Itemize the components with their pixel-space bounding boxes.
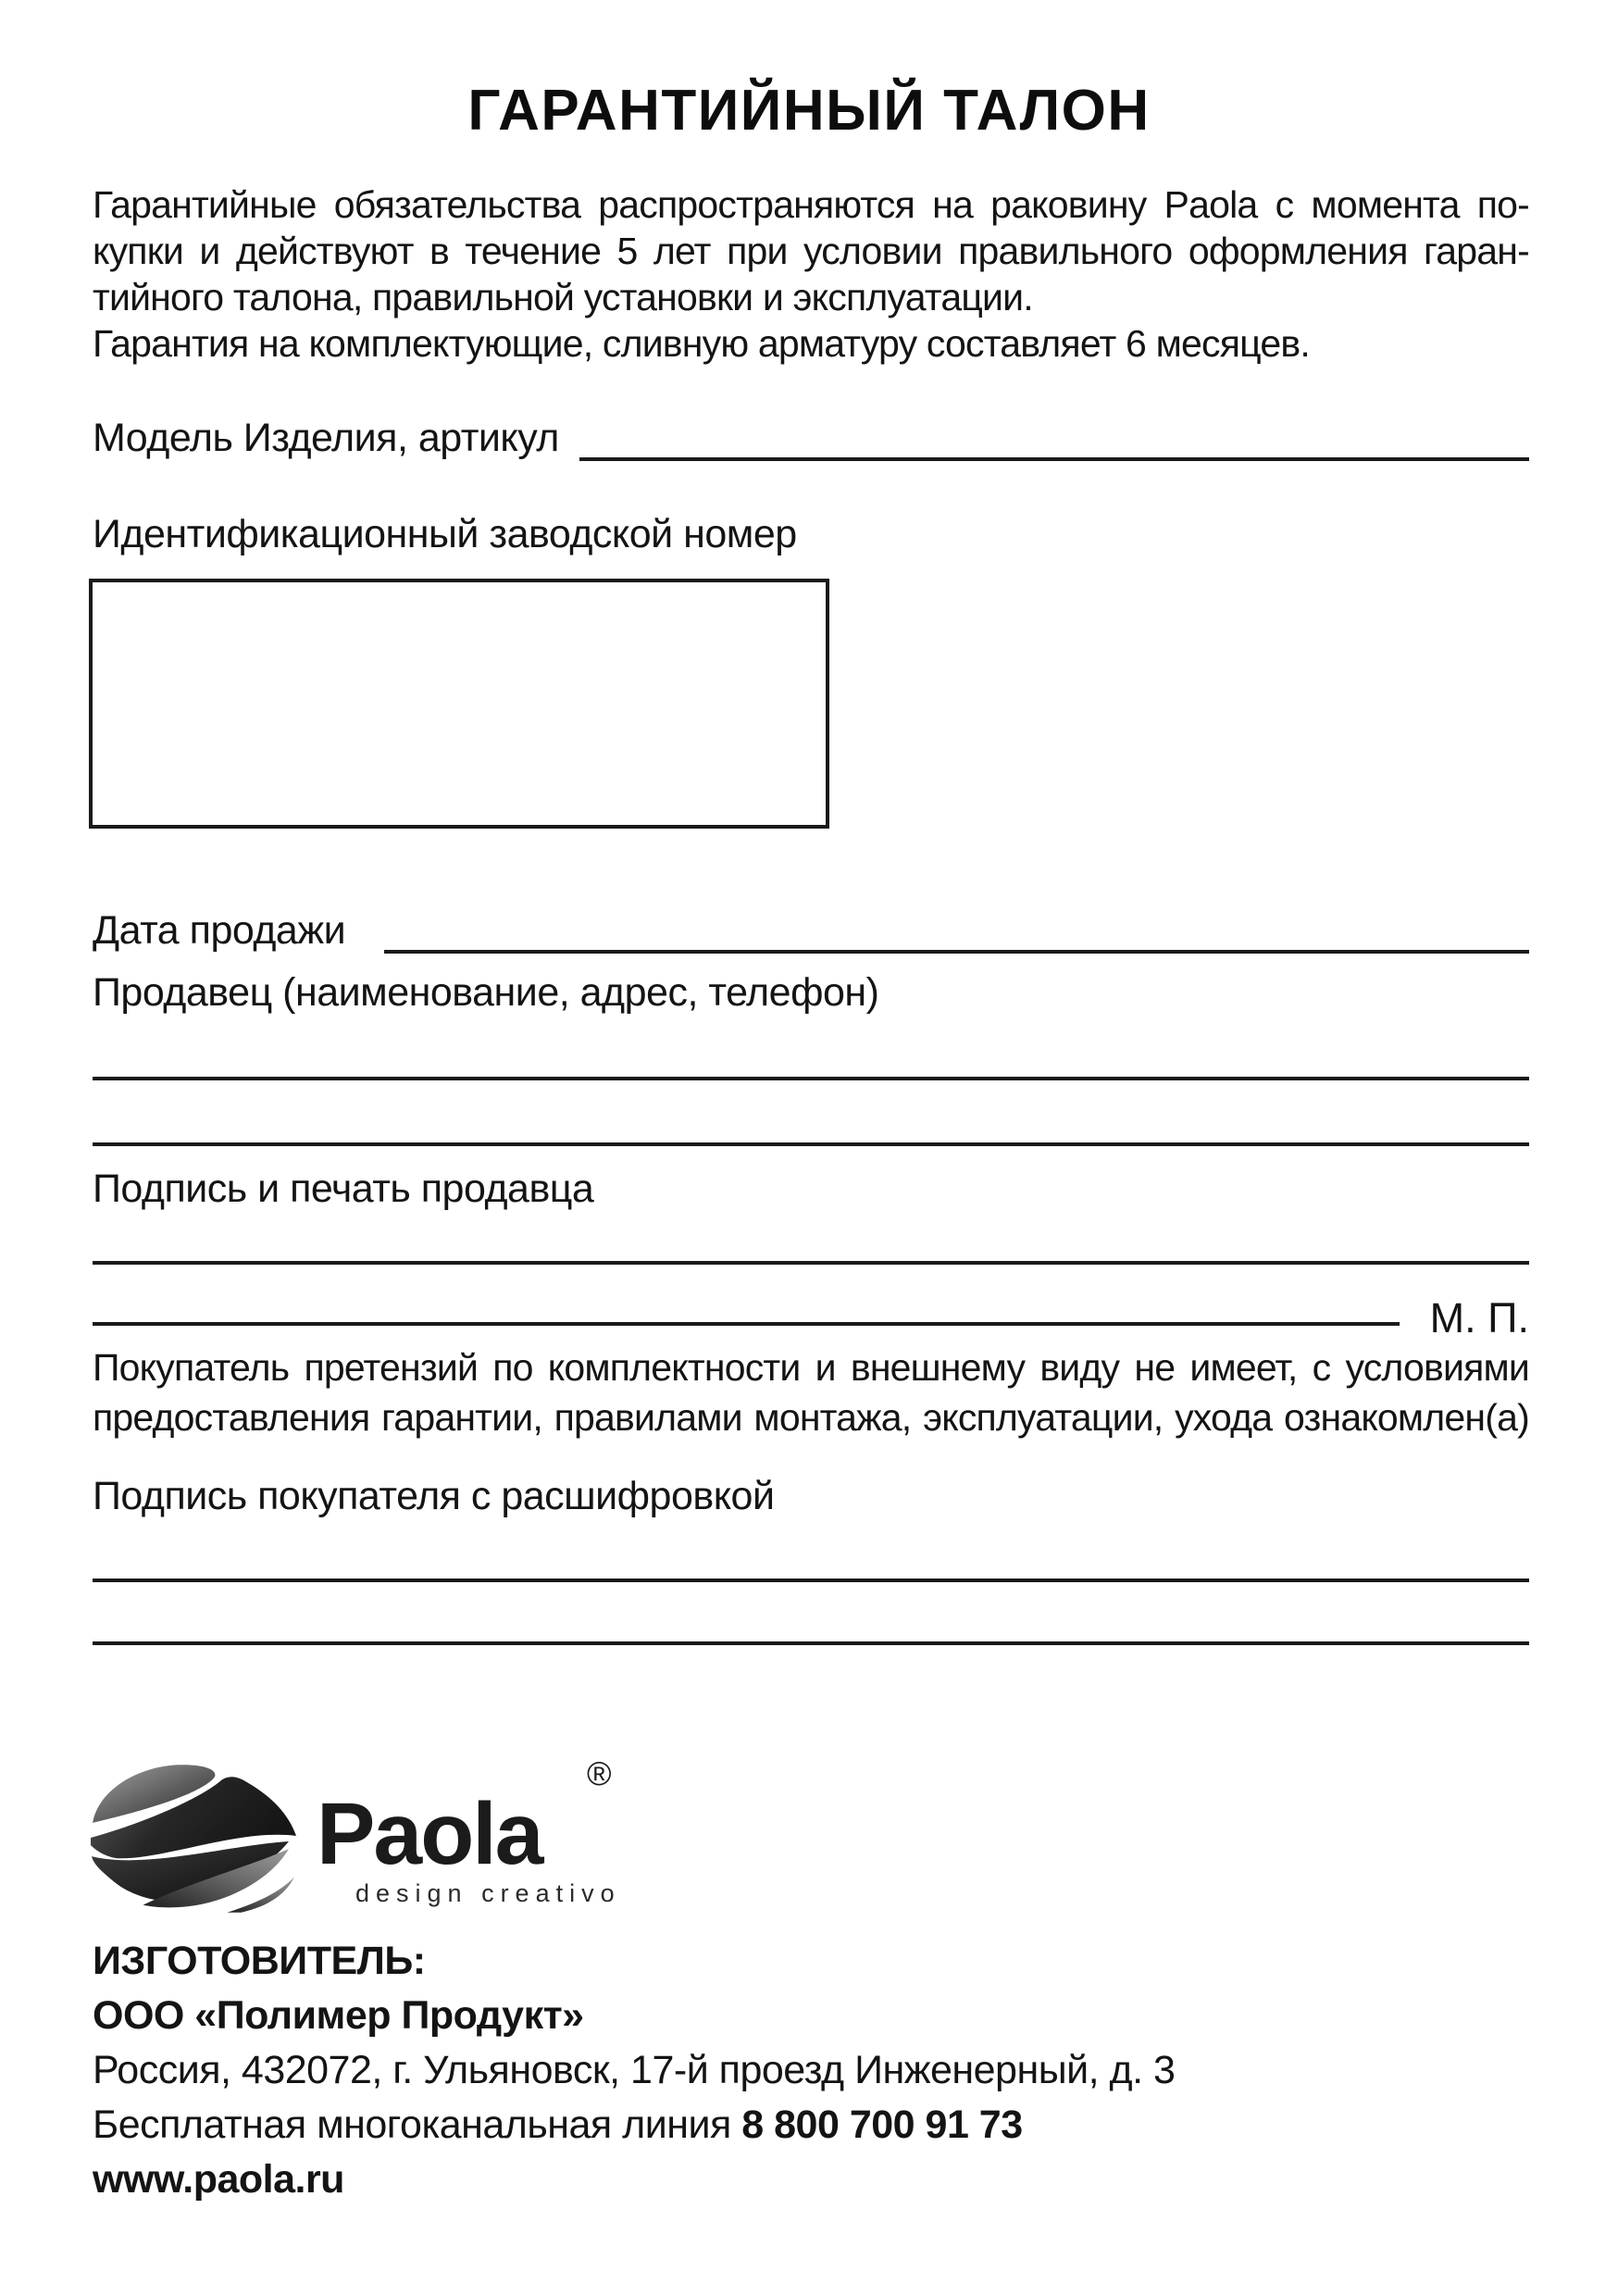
buyer-acknowledgement-paragraph xyxy=(93,1342,1529,1442)
seller-field-label: Продавец (наименование, адрес, телефон) xyxy=(93,970,879,1015)
warranty-intro-paragraph xyxy=(93,181,1529,367)
buyer-signature-label: Подпись покупателя с расшифровкой xyxy=(93,1474,775,1518)
manufacturer-heading: ИЗГОТОВИТЕЛЬ: xyxy=(93,1939,426,1983)
phone-number: 8 800 700 91 73 xyxy=(741,2103,1023,2147)
model-field-row xyxy=(93,418,1529,461)
manufacturer-address: Россия, 432072, г. Ульяновск, 17-й проезд Инженерный, д. 3 xyxy=(93,2048,1176,2092)
serial-number-box xyxy=(89,579,829,829)
manufacturer-website: www.paola.ru xyxy=(93,2157,344,2202)
intro-line-1: Гарантийные обязательства распространяются на раковину Paola с момента по- xyxy=(93,183,1529,226)
date-blank-line xyxy=(384,908,1529,954)
brand-tagline: design creativo xyxy=(355,1879,621,1907)
buyer-blank-line-1 xyxy=(93,1578,1529,1582)
manufacturer-company: ООО «Полимер Продукт» xyxy=(93,1993,584,2038)
page-title: ГАРАНТИЙНЫЙ ТАЛОН xyxy=(467,79,1151,143)
acknowledgement-line-1: Покупатель претензий по комплектности и внешнему виду не имеет, с условиями xyxy=(93,1346,1529,1389)
date-field-label: Дата продажи xyxy=(93,908,346,953)
manufacturer-phone-line xyxy=(93,2098,1574,2152)
intro-line-4: Гарантия на комплектующие, сливную арматуру составляет 6 месяцев. xyxy=(93,322,1310,365)
seller-signature-blank-line xyxy=(93,1261,1529,1265)
registered-trademark-icon: ® xyxy=(587,1754,612,1792)
buyer-blank-line-2 xyxy=(93,1641,1529,1645)
stamp-place-label: М. П. xyxy=(1429,1294,1529,1341)
intro-line-3: тийного талона, правильной установки и эксплуатации. xyxy=(93,276,1033,318)
model-field-label: Модель Изделия, артикул xyxy=(93,416,559,460)
paola-logo xyxy=(89,1763,296,1913)
serial-field-label: Идентификационный заводской номер xyxy=(93,512,797,556)
stamp-blank-line xyxy=(93,1322,1400,1326)
model-blank-line xyxy=(579,415,1529,461)
seller-signature-label: Подпись и печать продавца xyxy=(93,1167,594,1211)
phone-label: Бесплатная многоканальная линия xyxy=(93,2103,742,2147)
seller-blank-line-1 xyxy=(93,1077,1529,1080)
date-field-row xyxy=(93,908,1529,954)
paola-globe-icon xyxy=(89,1763,296,1913)
intro-line-2: купки и действуют в течение 5 лет при условии правильного оформления гаран- xyxy=(93,230,1529,272)
manufacturer-block xyxy=(93,1934,1574,2207)
seller-blank-line-2 xyxy=(93,1142,1529,1146)
acknowledgement-line-2: предоставления гарантии, правилами монтажа, эксплуатации, ухода ознакомлен(а) xyxy=(93,1396,1529,1439)
brand-wordmark: Paola xyxy=(317,1785,542,1883)
